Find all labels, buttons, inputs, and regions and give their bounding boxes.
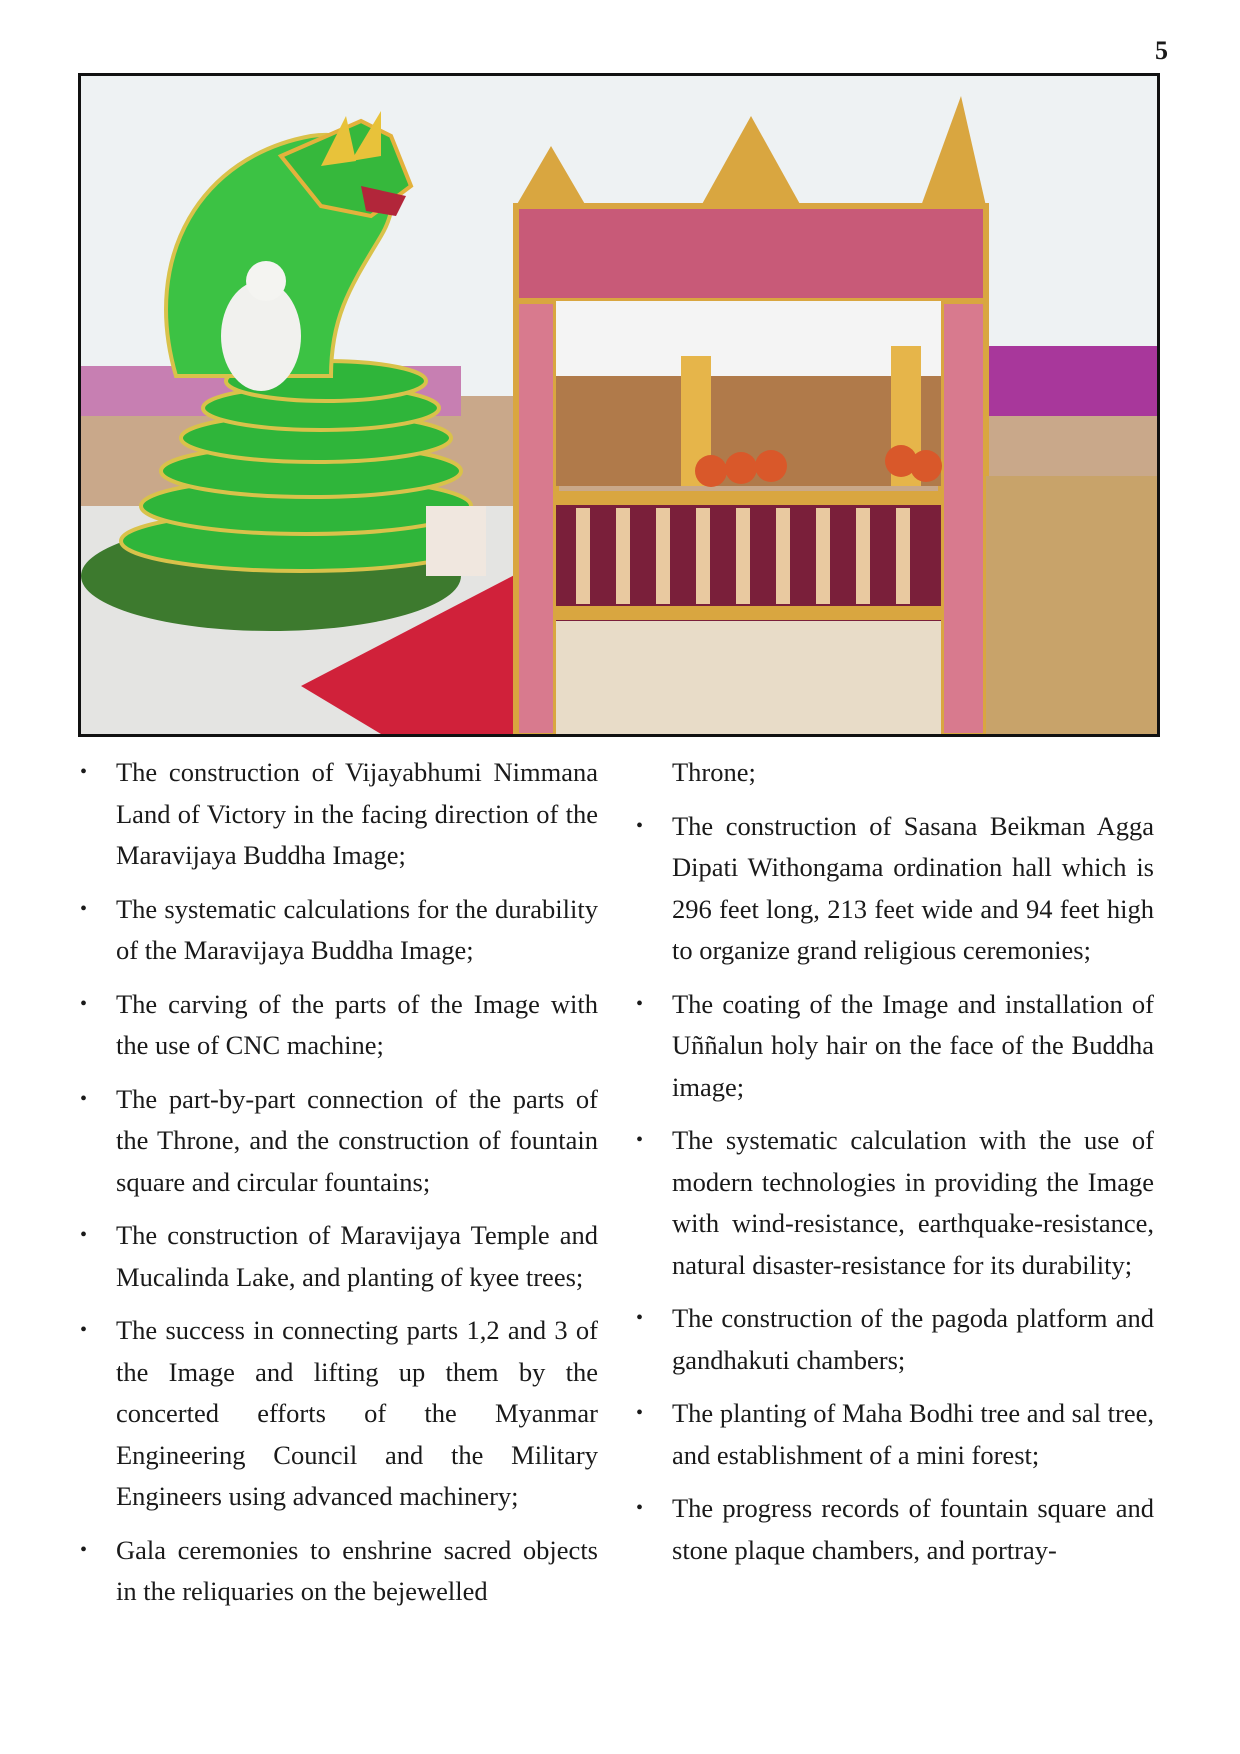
list-item: • The systematic calculation with the use of modern technologies in providing the Image with wind-resistance, earthquake-resistance, natural disaster-resistance for its durability;: [634, 1120, 1154, 1286]
bullet-list-right: [634, 752, 1154, 1571]
bullet-icon: •: [636, 1129, 644, 1151]
photo: [78, 73, 1160, 737]
list-item: • The part-by-part connection of the parts of the Throne, and the construction of fountain square and circular fountains;: [78, 1079, 598, 1204]
bullet-icon: •: [636, 1402, 644, 1424]
bullet-icon: •: [80, 761, 88, 783]
list-item: • The progress records of fountain square and stone plaque chambers, and portray-: [634, 1488, 1154, 1571]
list-item-continuation: Throne;: [672, 757, 756, 787]
bullet-icon: •: [80, 1538, 88, 1561]
bullet-icon: •: [80, 1087, 88, 1110]
bullet-icon: •: [636, 1307, 644, 1329]
bullet-list-left: [78, 752, 598, 1613]
list-item: • The carving of the parts of the Image with the use of CNC machine;: [78, 984, 598, 1067]
naga-statue-and-throne-pavilion-photo: [81, 76, 1157, 734]
list-item: • The construction of the pagoda platform and gandhakuti chambers;: [634, 1298, 1154, 1381]
bullet-icon: •: [80, 992, 88, 1015]
list-item: • The success in connecting parts 1,2 and 3 of the Image and lifting up them by the concerted efforts of the Myanmar Engineering Council and the Military Engineers using advanced machinery;: [78, 1310, 598, 1518]
page-number: 5: [1155, 36, 1168, 65]
list-item: • The systematic calculations for the durability of the Maravijaya Buddha Image;: [78, 889, 598, 972]
right-column: [634, 752, 1154, 1583]
bullet-icon: •: [636, 814, 644, 837]
list-item: • The construction of Sasana Beikman Agga Dipati Withongama ordination hall which is 296 feet long, 213 feet wide and 94 feet high to organize grand religious ceremonies;: [634, 806, 1154, 972]
left-column: [78, 752, 598, 1625]
bullet-icon: •: [636, 1497, 644, 1519]
list-item: • The planting of Maha Bodhi tree and sal tree, and establishment of a mini forest;: [634, 1393, 1154, 1476]
list-item: • The construction of Vijayabhumi Nimmana Land of Victory in the facing direction of the Maravijaya Buddha Image;: [78, 752, 598, 877]
list-item: • The construction of Maravijaya Temple and Mucalinda Lake, and planting of kyee trees;: [78, 1215, 598, 1298]
bullet-icon: •: [80, 1224, 88, 1246]
bullet-icon: •: [80, 897, 88, 920]
list-item: • Gala ceremonies to enshrine sacred objects in the reliquaries on the bejewelled: [78, 1530, 598, 1613]
bullet-icon: •: [636, 992, 644, 1015]
bullet-icon: •: [80, 1319, 88, 1341]
list-item: • The coating of the Image and installation of Uññalun holy hair on the face of the Buddha image;: [634, 984, 1154, 1109]
